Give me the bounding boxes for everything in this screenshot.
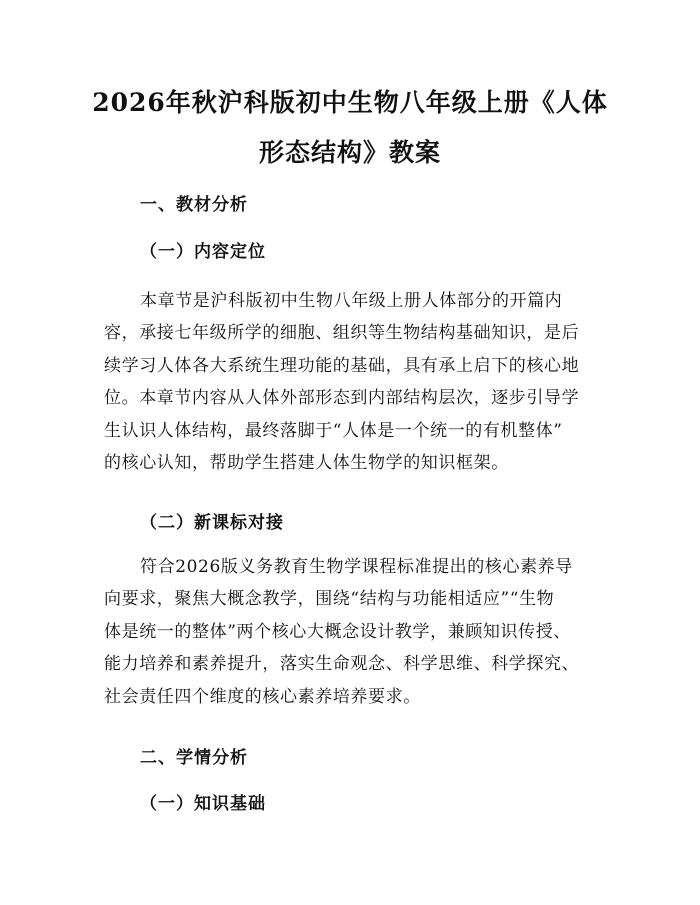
subsection-heading-content-positioning: （一）内容定位 bbox=[140, 242, 266, 262]
section-heading-learner-analysis: 二、学情分析 bbox=[140, 748, 248, 768]
title-line: 2026年秋沪科版初中生物八年级上册《人体 bbox=[92, 88, 608, 117]
paragraph-line: 容，承接七年级所学的细胞、组织等生物结构基础知识，是后 bbox=[104, 323, 580, 344]
paragraph-line: 体是统一的整体”两个核心大概念设计教学，兼顾知识传授、 bbox=[104, 621, 571, 642]
paragraph-line: 续学习人体各大系统生理功能的基础，具有承上启下的核心地 bbox=[104, 355, 580, 376]
subsection-heading-new-curriculum: （二）新课标对接 bbox=[140, 513, 284, 533]
paragraph-line: 本章节是沪科版初中生物八年级上册人体部分的开篇内 bbox=[140, 291, 563, 311]
paragraph-line: 能力培养和素养提升，落实生命观念、科学思维、科学探究、 bbox=[104, 654, 580, 675]
paragraph-line: 社会责任四个维度的核心素养培养要求。 bbox=[104, 686, 421, 707]
paragraph-line: 符合2026版义务教育生物学课程标准提出的核心素养导 bbox=[140, 557, 573, 577]
paragraph-new-curriculum bbox=[104, 551, 602, 713]
section-heading-textbook-analysis: 一、教材分析 bbox=[140, 195, 248, 215]
title-line: 形态结构》教案 bbox=[258, 138, 441, 167]
paragraph-line: 位。本章节内容从人体外部形态到内部结构层次，逐步引导学 bbox=[104, 388, 580, 409]
paragraph-line: 向要求，聚焦大概念教学，围绕“结构与功能相适应”“生物 bbox=[104, 589, 555, 610]
subsection-heading-knowledge-base: （一）知识基础 bbox=[140, 794, 266, 814]
paragraph-line: 生认识人体结构，最终落脚于“人体是一个统一的有机整体” bbox=[104, 420, 563, 441]
paragraph-content-positioning bbox=[104, 285, 602, 479]
paragraph-line: 的核心认知，帮助学生搭建人体生物学的知识框架。 bbox=[104, 453, 509, 474]
document-title bbox=[88, 78, 612, 178]
